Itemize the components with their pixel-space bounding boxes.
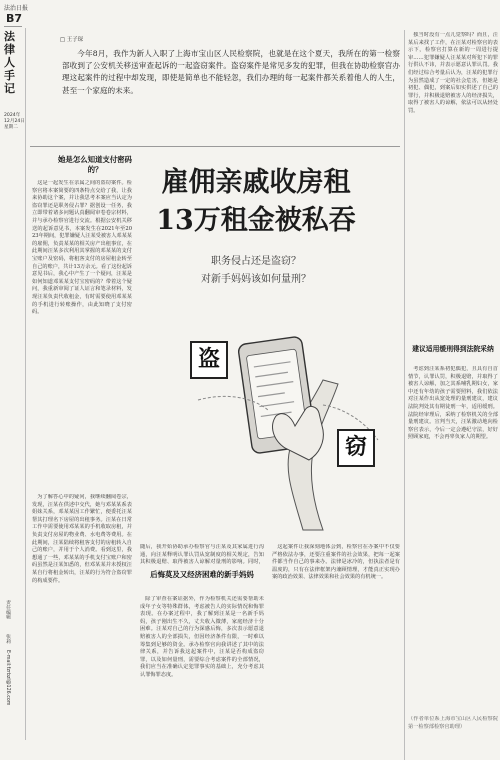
stamp-char-1: 盗 [197,347,220,372]
page-number: B7 [6,12,23,25]
date-day: 12月24日 [4,119,25,124]
sidebar-email: E-mail:fzrbzl@126.com [5,650,10,706]
byline: □ 王子琛 [60,37,83,43]
section1-text: 这是一起发生在亲属之间的盗窃案件。检察官将本案简要的四条特点交给了我，让我来协助这个案，并让我思考本案应当认定为盗窃罪还是职务侵占罪？据创设一任务，我立即带着诸多问题认真翻阅审卷卷宗材料，并与承办检察官进行交流。根据公安机关移送的起诉意见书，本案发生在2021年至2023年期间，犯罪嫌疑人汪某受被害人邓某某的雇佣，负责某某的相关房产出租事宜，在此期间汪某多次利用其掌握的邓某某的支付宝账户及密码，将租客支付的房屋租金转至自己的账户，共计13万余元。看了这份起诉意见书后，我心中产生了一个疑问，汪某是如何知道邓某某支付宝密码的？带着这个疑问，我重新审阅了证人证言和笔录材料，发现汪某负责代收租金，有时需要使用邓某某的手机进行转账操作，由此知晓了支付密码。 [32,180,132,316]
headline-line1: 雇佣亲戚收房租 [161,167,351,198]
section4-text: 独当时没有一点儿觉察吗？而且，汪某后来找了工作，在汪某对检察官的表示下，检察官打算在新的一周进行提审……犯罪嫌疑人汪某某对所犯下的罪行供认不讳，并表示愿意认罪认罚。我们经过综合考量后认为，汪某的犯罪行为虽然造成了一定的社会危害，但她是初犯、偶犯，到案后如实供述了自己的罪行，并积极退赔被害人的经济损失，取得了被害人的谅解，依法可以从轻处罚。 [408,32,498,114]
section1-title: 她是怎么知道支付密码的？ [58,155,132,174]
section6-text: 这起案件让我深刻地体会到，检察官在办案中不仅要严格依法办事，还要注重案件的社会效果，把每一起案件都当作自己的事来办。法律是冰冷的，但执法者是有温度的，只有在法律框架内兼顾情理，才能真正实现办案的政治效果、法律效果和社会效果的有机统一。 [272,544,400,581]
subtitle1: 职务侵占还是盗窃？ [211,256,301,267]
paper-name: 法治日报 [4,5,29,12]
section3-text: 除了审查在案证据外，作为检察机关还需要帮助未成年子女等特殊群体，考虑被告人的实际情况和悔罪表现。在办案过程中，我了解到汪某是一名新手妈妈，孩子刚出生不久，丈夫收入微薄，家庭经济十分困难。汪某对自己的行为深感后悔，多次表示愿意退赔被害人的全部损失，但因经济条件有限，一时难以筹集到足够的资金。承办检察官向我讲述了其中的法律关系，并告诉我这起案件中，汪某是否构成盗窃罪，以及如何量刑，需要综合考虑案件的全部情况，我们应当在准确认定犯罪事实的基础上，充分考虑其认罪悔罪态度。 [140,596,264,678]
illustration [173,280,398,545]
date-year: 2024年 [4,113,21,118]
sidebar-label: 责任编辑 [5,600,10,620]
section-title [4,30,24,95]
author-note: （作者单位系上海市宝山区人民检察院第一检察部检察官助理） [408,716,498,730]
sidebar-editor: 张莉 [5,634,10,644]
headline-line2: 13万租金被私吞 [156,205,356,236]
section2-text: 为了解答心中的疑问，我继续翻阅卷宗，发现，汪某在供述中交代，她与邓某某系表姐妹关系，邓某某因工作繁忙，便委托汪某帮其打理名下房屋的出租事务。汪某在日常工作中需要使用邓某某的手机收取房租，并负责支付房屋的物业费、水电费等费用。在此期间，汪某陆续将租客支付的房租转入自己的账户，并用于个人消费。看到这里，我想通了一些，邓某某的手机支付宝账户和密码虽然是汪某知悉的，但邓某某并未授权汪某自行将租金转出，汪某的行为符合盗窃罪的构成要件。 [32,494,132,584]
illustration-svg [173,280,398,545]
section3b-text: 随后，我开始协助承办检察官与汪某及其家属进行沟通，向汪某释明认罪认罚从宽制度的相关规定，告知其积极退赔、取得被害人谅解对量刑的影响。同时， [140,544,264,566]
right-column-rule [404,30,405,760]
left-column-rule [25,28,26,740]
page-number-rule [4,26,22,27]
section5-title: 建议适用缓刑得到法院采纳 [412,345,494,353]
sidebar-credits [4,600,22,730]
issue-date [4,113,25,131]
date-weekday: 星期二 [4,125,18,130]
section3-title: 后悔莫及又经济困难的新手妈妈 [150,570,254,579]
lead-paragraph: 今年8月，我作为新人入职了上海市宝山区人民检察院，也就是在这个夏天，我所在的第一检察部收到了公安机关移送审查起诉的一起盗窃案件。盗窃案件是常见多发的犯罪，但我在协助检察官办理这起案件的过程中却发现，即使是简单也不能轻忽，我们办理的每一起案件都关系着他人的人生，甚至一个家庭的未来。 [62,49,400,95]
stamp-char-2: 窃 [344,435,367,460]
section5-text: 考虑到汪某系初犯偶犯，且具有自首情节，认罪认罚，积极退赔，并取得了被害人谅解，加之其系哺乳期妇女，家中还有年幼的孩子需要照料，我们依法对汪某作出从宽处理的量刑建议，建议法院判处其有期徒刑一年，适用缓刑。法院经审理后，采纳了检察机关的全部量刑建议。宣判当天，汪某激动地向检察官表示，今后一定会遵纪守法，好好照顾家庭，不会再辜负家人的期望。 [408,366,498,441]
section-title-text: 法律人手记 [4,30,15,95]
lead-divider [30,146,400,147]
subtitle2: 对新手妈妈该如何量刑？ [201,274,311,285]
